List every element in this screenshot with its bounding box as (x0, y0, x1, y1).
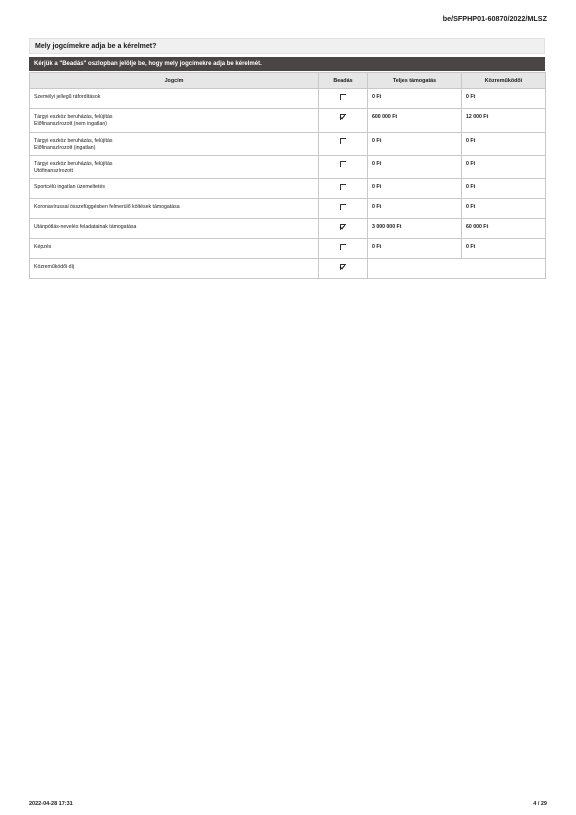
jogcim-table (29, 72, 546, 279)
checkbox-unchecked[interactable] (340, 138, 346, 144)
checkbox-checked[interactable] (340, 224, 346, 230)
jogcim-cell (30, 239, 319, 259)
beadas-cell (319, 179, 368, 199)
jogcim-label: Koronavírussal összefüggésben felmerülő költések támogatása (34, 204, 180, 210)
jogcim-cell (30, 179, 319, 199)
empty-merged-cell (368, 259, 546, 279)
jogcim-label: Utánpótlás-nevelés feladatainak támogatása (34, 224, 137, 230)
kozremukodoi-value: 0 Ft (462, 239, 546, 259)
table-row (30, 239, 546, 259)
kozremukodoi-value: 0 Ft (462, 179, 546, 199)
checkbox-unchecked[interactable] (340, 94, 346, 100)
beadas-cell (319, 156, 368, 179)
checkbox-unchecked[interactable] (340, 244, 346, 250)
kozremukodoi-value: 0 Ft (462, 133, 546, 156)
teljes-tamogatas-value: 3 000 000 Ft (368, 219, 462, 239)
jogcim-sublabel: Utófinanszírozott (34, 167, 73, 174)
jogcim-label: Közreműködői díj (34, 264, 75, 270)
teljes-tamogatas-value: 0 Ft (368, 199, 462, 219)
jogcim-cell (30, 259, 319, 279)
table-row (30, 199, 546, 219)
checkbox-checked[interactable] (340, 264, 346, 270)
jogcim-cell (30, 109, 319, 133)
table-row (30, 89, 546, 109)
teljes-tamogatas-value: 0 Ft (368, 89, 462, 109)
col-header-beadas: Beadás (319, 73, 368, 89)
jogcim-label: Személyi jellegű ráfordítások (34, 94, 101, 100)
teljes-tamogatas-value: 0 Ft (368, 133, 462, 156)
col-header-jogcim: Jogcím (30, 73, 319, 89)
checkbox-unchecked[interactable] (340, 204, 346, 210)
jogcim-label: Tárgyi eszköz beruházás, felújítás (34, 114, 113, 120)
kozremukodoi-value: 0 Ft (462, 199, 546, 219)
kozremukodoi-value: 0 Ft (462, 156, 546, 179)
jogcim-cell (30, 133, 319, 156)
beadas-cell (319, 219, 368, 239)
beadas-cell (319, 239, 368, 259)
beadas-cell (319, 89, 368, 109)
jogcim-cell (30, 199, 319, 219)
teljes-tamogatas-value: 0 Ft (368, 179, 462, 199)
table-row (30, 133, 546, 156)
teljes-tamogatas-value: 600 000 Ft (368, 109, 462, 133)
table-row (30, 259, 546, 279)
jogcim-label: Tárgyi eszköz beruházás, felújítás (34, 138, 113, 144)
footer-date: 2022-04-28 17:31 (29, 801, 73, 807)
checkbox-unchecked[interactable] (340, 184, 346, 190)
jogcim-label: Sportcélú ingatlan üzemeltetés (34, 184, 105, 190)
section-question: Mely jogcímekre adja be a kérelmet? (29, 38, 545, 54)
jogcim-label: Képzés (34, 244, 52, 250)
table-row (30, 219, 546, 239)
beadas-cell (319, 259, 368, 279)
jogcim-label: Tárgyi eszköz beruházás, felújítás (34, 161, 113, 167)
jogcim-sublabel: Előfinanszírozott (nem ingatlan) (34, 120, 107, 127)
table-row (30, 109, 546, 133)
checkbox-checked[interactable] (340, 114, 346, 120)
beadas-cell (319, 199, 368, 219)
kozremukodoi-value: 60 000 Ft (462, 219, 546, 239)
checkbox-unchecked[interactable] (340, 161, 346, 167)
kozremukodoi-value: 0 Ft (462, 89, 546, 109)
table-row (30, 179, 546, 199)
beadas-cell (319, 133, 368, 156)
table-header-row (30, 73, 546, 89)
col-header-teljes: Teljes támogatás (368, 73, 462, 89)
teljes-tamogatas-value: 0 Ft (368, 156, 462, 179)
teljes-tamogatas-value: 0 Ft (368, 239, 462, 259)
jogcim-cell (30, 156, 319, 179)
document-id: be/SFPHP01-60870/2022/MLSZ (442, 14, 547, 23)
jogcim-cell (30, 89, 319, 109)
col-header-kozrem: Közreműködői (462, 73, 546, 89)
instruction-bar: Kérjük a "Beadás" oszlopban jelölje be, hogy mely jogcímekre adja be kérelmét. (29, 57, 545, 71)
page-number: 4 / 29 (533, 801, 547, 807)
jogcim-cell (30, 219, 319, 239)
table-row (30, 156, 546, 179)
kozremukodoi-value: 12 000 Ft (462, 109, 546, 133)
beadas-cell (319, 109, 368, 133)
jogcim-sublabel: Előfinanszírozott (ingatlan) (34, 144, 96, 151)
